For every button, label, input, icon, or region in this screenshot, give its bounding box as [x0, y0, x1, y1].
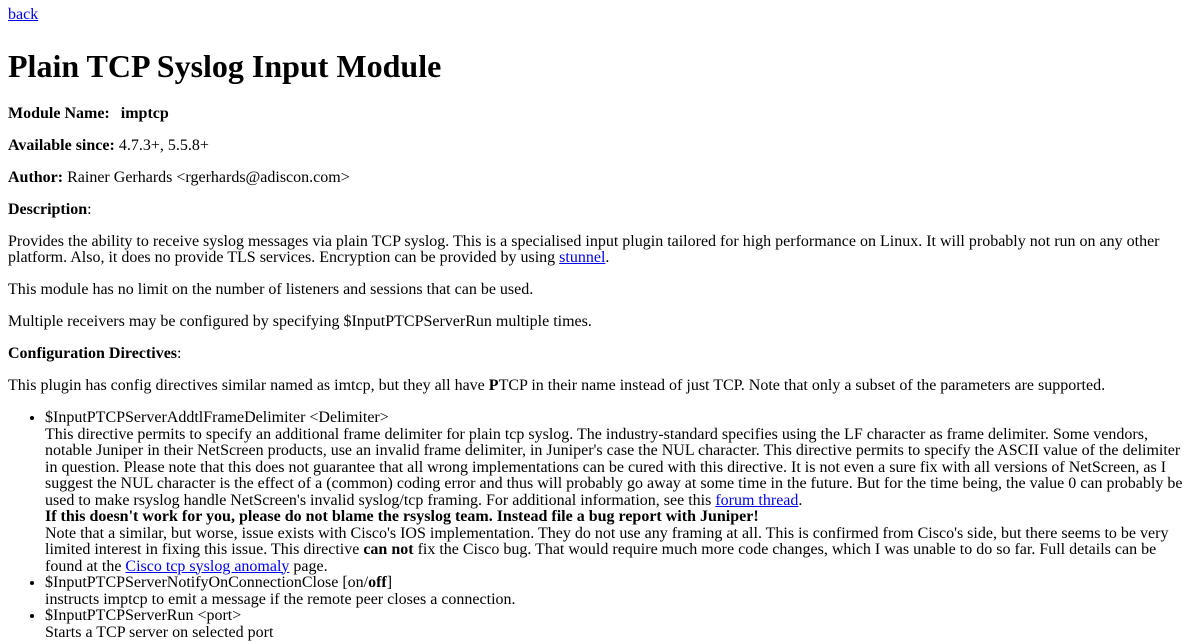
directive-description: instructs imptcp to emit a message if the remote peer closes a connection. [45, 590, 516, 608]
directive-description: Starts a TCP server on selected port [45, 623, 274, 641]
config-heading: Configuration Directives: [8, 345, 182, 362]
directive-description: This directive permits to specify an additional frame delimiter for plain tcp syslog. The industry-standard specifies using the LF character as frame delimiter. Some vendors, notable Juniper in their NetScreen products, use an invalid frame delimiter, in Juniper's case the NUL character. This directive permits to specify the ASCII value of the delimiter in question. Please note that this does not guarantee that all wrong implementations can be cured with this directive. It is not even a sure fix with all versions of NetScreen, as I suggest the NUL character is the effect of a (common) coding error and thus will probably go away at some time in the future. But for the time being, the value 0 can probably be used to make rsyslog handle NetScreen's invalid syslog/tcp framing. For additional information, see this [45, 425, 1183, 509]
list-item [45, 575, 1192, 608]
multiple-receivers-paragraph: Multiple receivers may be configured by specifying $InputPTCPServerRun multiple times. [8, 313, 592, 330]
directive-name: $InputPTCPServerRun <port> [45, 607, 242, 624]
cisco-note: Note that a similar, but worse, issue exists with Cisco's IOS implementation. They do not use any framing at all. This is confirmed from Cisco's side, but there seems to be very limited interest in fixing this issue. This directive [45, 524, 1169, 558]
module-name-label: Module Name: [8, 104, 110, 122]
back-link[interactable]: back [8, 6, 39, 23]
page-title: Plain TCP Syslog Input Module [8, 47, 442, 84]
directive-name: $InputPTCPServerNotifyOnConnectionClose [on/off] [45, 574, 393, 591]
config-intro: This plugin has config directives similar named as imtcp, but they all have PTCP in their name instead of just TCP. Note that only a subset of the parameters are supported. [8, 377, 1106, 394]
stunnel-link[interactable]: stunnel [559, 249, 606, 266]
module-name-line [8, 106, 1192, 123]
cisco-anomaly-link[interactable]: Cisco tcp syslog anomaly [125, 557, 290, 575]
forum-thread-link[interactable]: forum thread [715, 491, 799, 509]
author-line [8, 170, 1192, 187]
list-item [45, 608, 1192, 641]
author-label: Author: [8, 168, 64, 186]
description-heading: Description: [8, 200, 92, 218]
module-name-value: imptcp [120, 104, 169, 122]
available-since-line [8, 138, 1192, 155]
listener-limit-paragraph: This module has no limit on the number of listeners and sessions that can be used. [8, 281, 534, 298]
available-since-value: 4.7.3+, 5.5.8+ [114, 136, 209, 154]
author-value: Rainer Gerhards <rgerhards@adiscon.com> [63, 168, 350, 186]
available-since-label: Available since: [8, 136, 115, 154]
directive-name: $InputPTCPServerAddtlFrameDelimiter <Delimiter> [45, 409, 389, 426]
description-paragraph: Provides the ability to receive syslog messages via plain TCP syslog. This is a specialised input plugin tailored for high performance on Linux. It will probably not run on any other platform. Also, it does no provide TLS services. Encryption can be provided by using stunnel. [8, 232, 1160, 266]
list-item: • $InputPTCPServerAddtlFrameDelimiter <Delimiter> This directive permits to specify an additional frame delimiter for plain tcp syslog. The industry-standard specifies using the LF character as frame delimiter. Some vendors, notable Juniper in their NetScreen products, use an invalid frame delimiter, in Juniper's case the NUL character. This directive permits to specify the ASCII value of the delimiter in question. Please note that this does not guarantee that all wrong implementations can be cured with this directive. It is not even a sure fix with all versions of NetScreen, as I suggest the NUL character is the effect of a (common) coding error and thus will probably go away at some time in the future. But for the time being, the value 0 can probably be used to make rsyslog handle NetScreen's invalid syslog/tcp framing. For additional information, see this forum thread. If this doesn't work for you, please do not blame the rsyslog team. Instead file a bug report with Juniper! Note that a similar, but worse, issue exists with Cisco's IOS implementation. They do not use any framing at all. This is confirmed from Cisco's side, but there seems to be very limited interest in fixing this issue. This directive can not fix the Cisco bug. That would require much more code changes, which I was unable to do so far. Full details can be found at the Cisco tcp syslog anomaly page. [45, 410, 1192, 575]
directive-list [8, 410, 1192, 641]
juniper-warning: If this doesn't work for you, please do not blame the rsyslog team. Instead file a bug report with Juniper! [45, 508, 759, 525]
